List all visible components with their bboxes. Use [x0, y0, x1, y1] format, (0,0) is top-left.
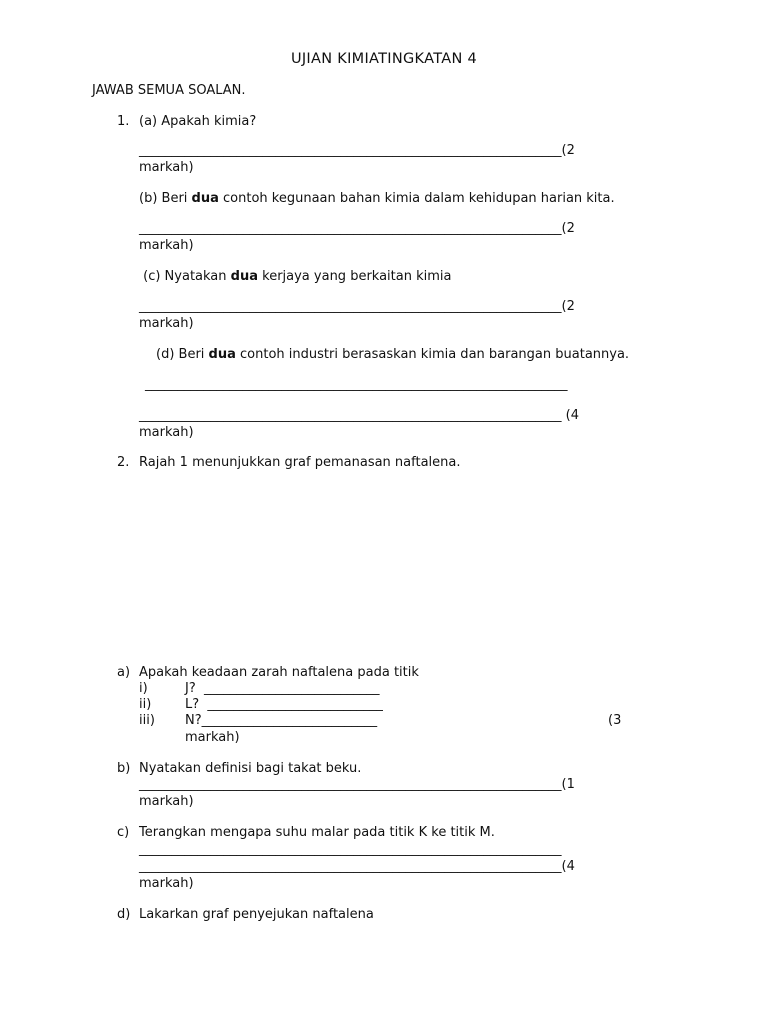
q2c-answer-line-2[interactable]: _________________________________________________________________(4	[139, 859, 575, 874]
q1b-text: (b) Beri dua contoh kegunaan bahan kimia dalam kehidupan harian kita.	[139, 191, 615, 206]
q1d-answer-line-2[interactable]: _________________________________________________________________ (4	[139, 408, 579, 423]
q2a-label: a)	[117, 665, 131, 680]
q2c-label: c)	[117, 825, 130, 840]
q2a-marks-open: (3	[608, 713, 622, 728]
q1-number: 1.	[117, 114, 130, 129]
q1a-marks: markah)	[139, 160, 194, 175]
q2d-text: Lakarkan graf penyejukan naftalena	[139, 907, 374, 922]
q2-number: 2.	[117, 455, 130, 470]
page-title: UJIAN KIMIATINGKATAN 4	[290, 51, 478, 67]
q2b-label: b)	[117, 761, 131, 776]
q1a-text: (a) Apakah kimia?	[139, 114, 257, 129]
q1c-marks: markah)	[139, 316, 194, 331]
q2a-item-ii-answer[interactable]: L? ___________________________	[185, 697, 383, 712]
q2a-text: Apakah keadaan zarah naftalena pada titik	[139, 665, 419, 680]
q2c-text: Terangkan mengapa suhu malar pada titik K ke titik M.	[139, 825, 495, 840]
q2a-item-ii-num: ii)	[139, 697, 152, 712]
q2a-marks: markah)	[185, 730, 240, 745]
q2-text: Rajah 1 menunjukkan graf pemanasan naftalena.	[139, 455, 461, 470]
q2b-marks: markah)	[139, 794, 194, 809]
instruction: JAWAB SEMUA SOALAN.	[92, 83, 246, 98]
q2c-marks: markah)	[139, 876, 194, 891]
q2c-answer-line-1[interactable]: _________________________________________________________________	[139, 842, 562, 857]
q2b-answer-line[interactable]: _________________________________________________________________(1	[139, 777, 575, 792]
q2d-label: d)	[117, 907, 131, 922]
q2a-item-i-answer[interactable]: J? ___________________________	[185, 681, 380, 696]
q2a-item-iii-answer[interactable]: N?___________________________	[185, 713, 378, 728]
q1a-answer-line[interactable]: _________________________________________________________________(2	[139, 143, 575, 158]
q1d-marks: markah)	[139, 425, 194, 440]
q1d-text: (d) Beri dua contoh industri berasaskan kimia dan barangan buatannya.	[156, 347, 630, 362]
q1b-marks: markah)	[139, 238, 194, 253]
q2a-item-iii-num: iii)	[139, 713, 155, 728]
q1d-answer-line-1[interactable]: _________________________________________________________________	[145, 377, 568, 392]
q1c-answer-line[interactable]: _________________________________________________________________(2	[139, 299, 575, 314]
q2a-item-i-num: i)	[139, 681, 148, 696]
q1b-answer-line[interactable]: _________________________________________________________________(2	[139, 221, 575, 236]
q1c-text: (c) Nyatakan dua kerjaya yang berkaitan kimia	[139, 269, 452, 284]
q2b-text: Nyatakan definisi bagi takat beku.	[139, 761, 362, 776]
